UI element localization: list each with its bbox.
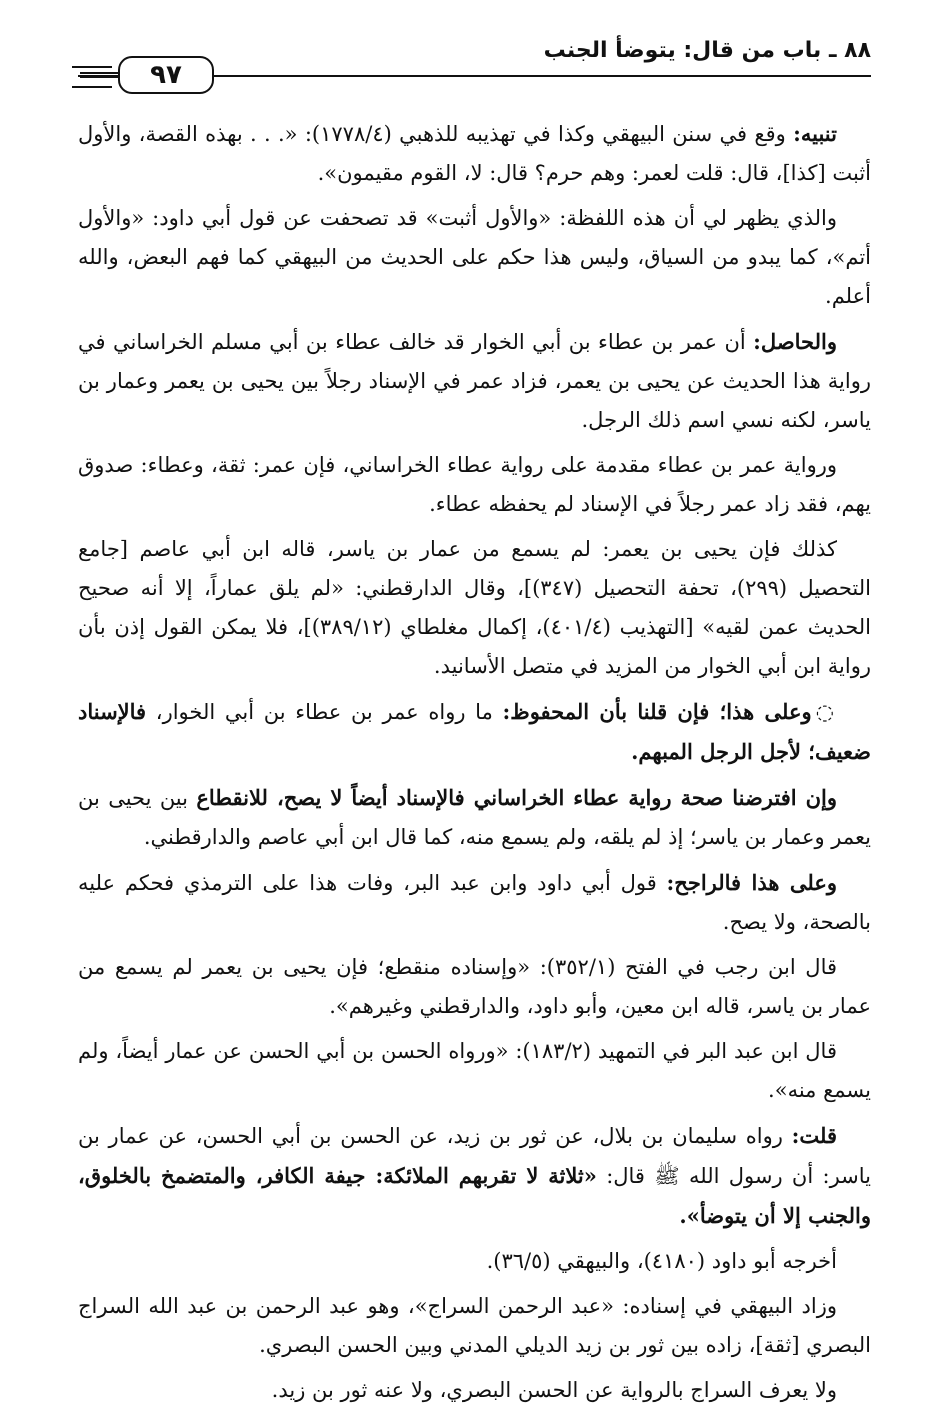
paragraph-text: أن عمر بن عطاء بن أبي الخوار قد خالف عطاء بن أبي مسلم الخراساني في رواية هذا الحديث عن يحيى بن يعمر، فزاد عمر في الإسناد رجلاً بين يحيى بن يعمر وعمار بن ياسر، لكنه نسي اسم ذلك الرجل. — [78, 330, 871, 432]
paragraph-lead: قلت: — [791, 1123, 837, 1148]
paragraph-lead: وإن افترضنا صحة رواية عطاء الخراساني فالإسناد أيضاً لا يصح، للانقطاع — [196, 785, 838, 810]
paragraph-bold-tail: «ثلاثة لا تقربهم الملائكة: جيفة الكافر، والمتضمخ بالخلوق، والجنب إلا أن يتوضأ». — [78, 1163, 871, 1228]
paragraph-preferred — [78, 863, 871, 942]
bullet-marker-icon: ◌ — [815, 699, 837, 724]
paragraph-text: ما رواه عمر بن عطاء بن أبي الخوار، — [146, 700, 503, 724]
paragraph-hadith — [78, 1116, 871, 1236]
paragraph — [78, 446, 871, 524]
paragraph-text: ولا يعرف السراج بالرواية عن الحسن البصري، ولا عنه ثور بن زيد. — [271, 1378, 837, 1402]
paragraph-text: وقع في سنن البيهقي وكذا في تهذيبه للذهبي (١٧٧٨/٤): «. . . بهذه القصة، والأول أثبت [كذا]، قال: قلت لعمر: وهم حرم؟ قال: لا، القوم مقيمون». — [78, 122, 871, 185]
paragraph-text: ورواية عمر بن عطاء مقدمة على رواية عطاء الخراساني، فإن عمر: ثقة، وعطاء: صدوق يهم، فقد زاد عمر رجلاً في الإسناد لم يحفظه عطاء. — [78, 453, 871, 516]
paragraph-text: أخرجه أبو داود (٤١٨٠)، والبيهقي (٣٦/٥). — [486, 1249, 837, 1273]
paragraph-quote — [78, 1032, 871, 1110]
page-content — [78, 114, 871, 1410]
paragraph-lead: تنبيه: — [793, 121, 837, 146]
paragraph-lead: وعلى هذا؛ فإن قلنا بأن المحفوظ: — [502, 699, 812, 724]
paragraph-bold-tail: فالإسناد ضعيف؛ لأجل الرجل المبهم. — [78, 699, 871, 764]
book-page — [78, 30, 871, 1402]
paragraph — [78, 1287, 871, 1365]
paragraph — [78, 530, 871, 686]
paragraph-text: وزاد البيهقي في إسناده: «عبد الرحمن السراج»، وهو عبد الرحمن بن عبد الله السراج البصري [ثقة]، زاده بين ثور بن زيد الديلي المدني وبين الحسن البصري. — [78, 1294, 871, 1357]
paragraph-quote — [78, 948, 871, 1026]
paragraph — [78, 199, 871, 316]
paragraph-lead: والحاصل: — [753, 329, 837, 354]
page-number: ٩٧ — [150, 60, 182, 90]
paragraph-text: قول أبي داود وابن عبد البر، وفات هذا على الترمذي فحكم عليه بالصحة، ولا يصح. — [78, 871, 871, 934]
paragraph-note — [78, 114, 871, 193]
paragraph-text: قال ابن عبد البر في التمهيد (١٨٣/٢): «ورواه الحسن بن أبي الحسن عن عمار أيضاً، ولم يسمع منه». — [78, 1039, 871, 1102]
paragraph-lead: وعلى هذا فالراجح: — [666, 870, 837, 895]
running-title: ٨٨ ـ باب من قال: يتوضأ الجنب — [543, 38, 871, 63]
page-header — [78, 30, 871, 92]
paragraph-citation — [78, 1242, 871, 1281]
paragraph-text: كذلك فإن يحيى بن يعمر: لم يسمع من عمار بن ياسر، قاله ابن أبي عاصم [جامع التحصيل (٢٩٩)، تحفة التحصيل (٣٤٧)]، وقال الدارقطني: «لم يلق عماراً، إلا أنه صحيح الحديث عمن لقيه» [التهذيب (٤٠١/٤)، إكمال مغلطاي (٣٨٩/١٢)]، فلا يمكن القول إذن بأن رواية ابن أبي الخوار من المزيد في متصل الأسانيد. — [78, 537, 871, 678]
paragraph — [78, 778, 871, 857]
paragraph-text: بين يحيى بن يعمر وعمار بن ياسر؛ إذ لم يلقه، ولم يسمع منه، كما قال ابن أبي عاصم والدارقطني. — [78, 786, 871, 849]
paragraph-text: والذي يظهر لي أن هذه اللفظة: «والأول أثبت» قد تصحفت عن قول أبي داود: «والأول أتم»، كما يبدو من السياق، وليس هذا حكم على الحديث من البيهقي كما فهم البعض، والله أعلم. — [78, 206, 871, 308]
paragraph-text: قال ابن رجب في الفتح (٣٥٢/١): «وإسناده منقطع؛ فإن يحيى بن يعمر لم يسمع من عمار بن ياسر، قاله ابن معين، وأبو داود، والدارقطني وغيرهم». — [78, 955, 871, 1018]
paragraph-conclusion — [78, 692, 871, 772]
paragraph-text: رواه سليمان بن بلال، عن ثور بن زيد، عن الحسن بن أبي الحسن، عن عمار بن ياسر: أن رسول الله ﷺ قال: — [78, 1124, 871, 1188]
paragraph — [78, 1371, 871, 1410]
page-number-badge — [118, 56, 214, 94]
paragraph-summary — [78, 322, 871, 440]
